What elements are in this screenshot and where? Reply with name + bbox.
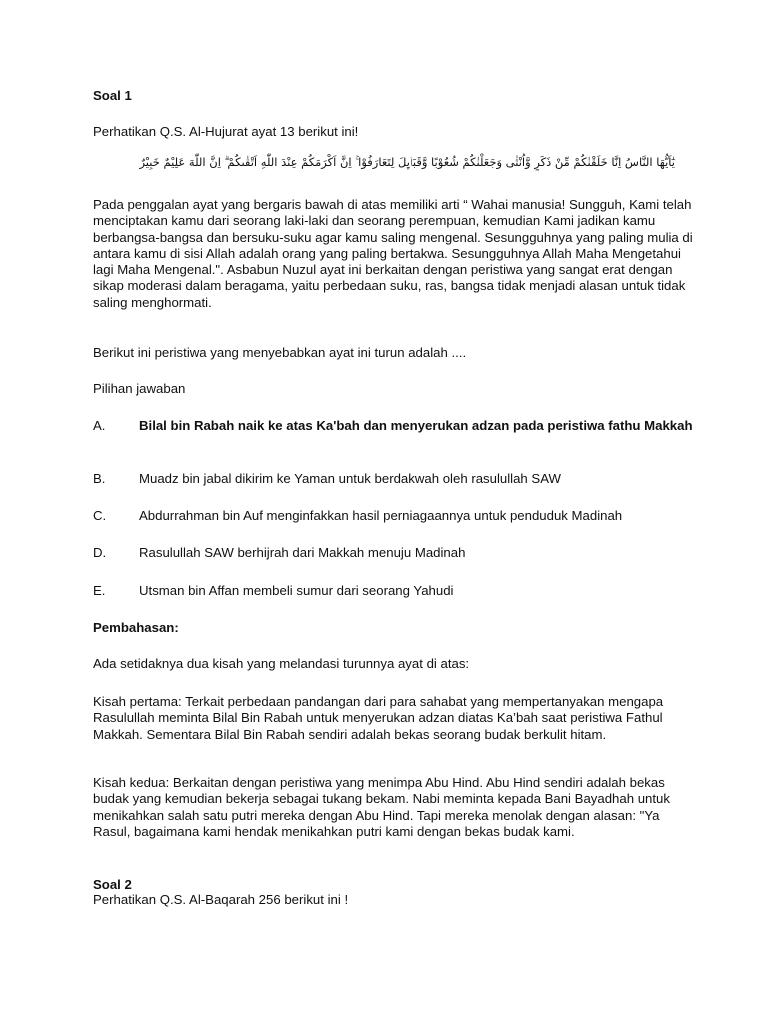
option-b[interactable] xyxy=(93,471,693,487)
soal-2-title: Soal 2 xyxy=(93,877,132,892)
arabic-verse: يٰٓاَيُّهَا النَّاسُ اِنَّا خَلَقْنٰكُمْ مِّنْ ذَكَرٍ وَّاُنْثٰى وَجَعَلْنٰكُمْ شُعُوْبًا وَّقَبَاۤىِٕلَ لِتَعَارَفُوْا ۚ اِنَّ اَكْرَمَكُمْ عِنْدَ اللّٰهِ اَتْقٰىكُمْ ۗ اِنَّ اللّٰهَ عَلِيْمٌ خَبِيْرٌ xyxy=(139,155,675,169)
option-e[interactable] xyxy=(93,583,693,599)
discussion-title: Pembahasan: xyxy=(93,620,179,635)
option-text: Muadz bin jabal dikirim ke Yaman untuk berdakwah oleh rasulullah SAW xyxy=(139,471,561,486)
option-letter: A. xyxy=(93,418,106,433)
soal-1-question: Berikut ini peristiwa yang menyebabkan ayat ini turun adalah .... xyxy=(93,345,467,360)
option-text: Abdurrahman bin Auf menginfakkan hasil perniagaannya untuk penduduk Madinah xyxy=(139,508,623,523)
option-text: Utsman bin Affan membeli sumur dari seorang Yahudi xyxy=(139,583,454,598)
discussion-intro: Ada setidaknya dua kisah yang melandasi turunnya ayat di atas: xyxy=(93,656,470,671)
option-text: Bilal bin Rabah naik ke atas Ka'bah dan menyerukan adzan pada peristiwa fathu Makkah xyxy=(139,418,693,433)
option-letter: C. xyxy=(93,508,107,523)
option-letter: E. xyxy=(93,583,106,598)
soal-1-title: Soal 1 xyxy=(93,88,132,103)
option-a[interactable] xyxy=(93,418,693,434)
story-2: Kisah kedua: Berkaitan dengan peristiwa yang menimpa Abu Hind. Abu Hind sendiri adalah bekas budak yang kemudian bekerja sebagai tukang bekam. Nabi meminta kepada Bani Bayadhah untuk menikahkan salah satu putri mereka dengan Abu Hind. Tapi mereka menolak dengan alasan: "Ya Rasul, bagaimana kami hendak menikahkan putri kami dengan bekas budak kami. xyxy=(93,775,670,839)
soal-2-intro: Perhatikan Q.S. Al-Baqarah 256 berikut ini ! xyxy=(93,892,349,907)
soal-1-intro: Perhatikan Q.S. Al-Hujurat ayat 13 berikut ini! xyxy=(93,124,359,139)
soal-1-paragraph: Pada penggalan ayat yang bergaris bawah di atas memiliki arti “ Wahai manusia! Sungguh, Kami telah menciptakan kamu dari seorang laki-laki dan seorang perempuan, kemudian Kami jadikan kamu berbangsa-bangsa dan bersuku-suku agar kamu saling mengenal. Sesungguhnya yang paling mulia di antara kamu di sisi Allah adalah orang yang paling bertakwa. Sesungguhnya Allah Maha Mengetahui lagi Maha Mengenal.". Asbabun Nuzul ayat ini berkaitan dengan peristiwa yang sangat erat dengan sikap moderasi dalam beragama, yaitu perbedaan suku, ras, bangsa tidak menjadi alasan untuk tidak saling menghormati. xyxy=(93,197,693,310)
option-letter: D. xyxy=(93,545,107,560)
option-c[interactable] xyxy=(93,508,693,524)
story-1: Kisah pertama: Terkait perbedaan pandangan dari para sahabat yang mempertanyakan mengapa Rasulullah meminta Bilal Bin Rabah untuk menyerukan adzan diatas Ka’bah saat peristiwa Fathul Makkah. Sementara Bilal Bin Rabah sendiri adalah bekas seorang budak berkulit hitam. xyxy=(93,694,664,742)
option-text: Rasulullah SAW berhijrah dari Makkah menuju Madinah xyxy=(139,545,466,560)
choices-label: Pilihan jawaban xyxy=(93,381,186,396)
option-d[interactable] xyxy=(93,545,693,561)
option-letter: B. xyxy=(93,471,106,486)
